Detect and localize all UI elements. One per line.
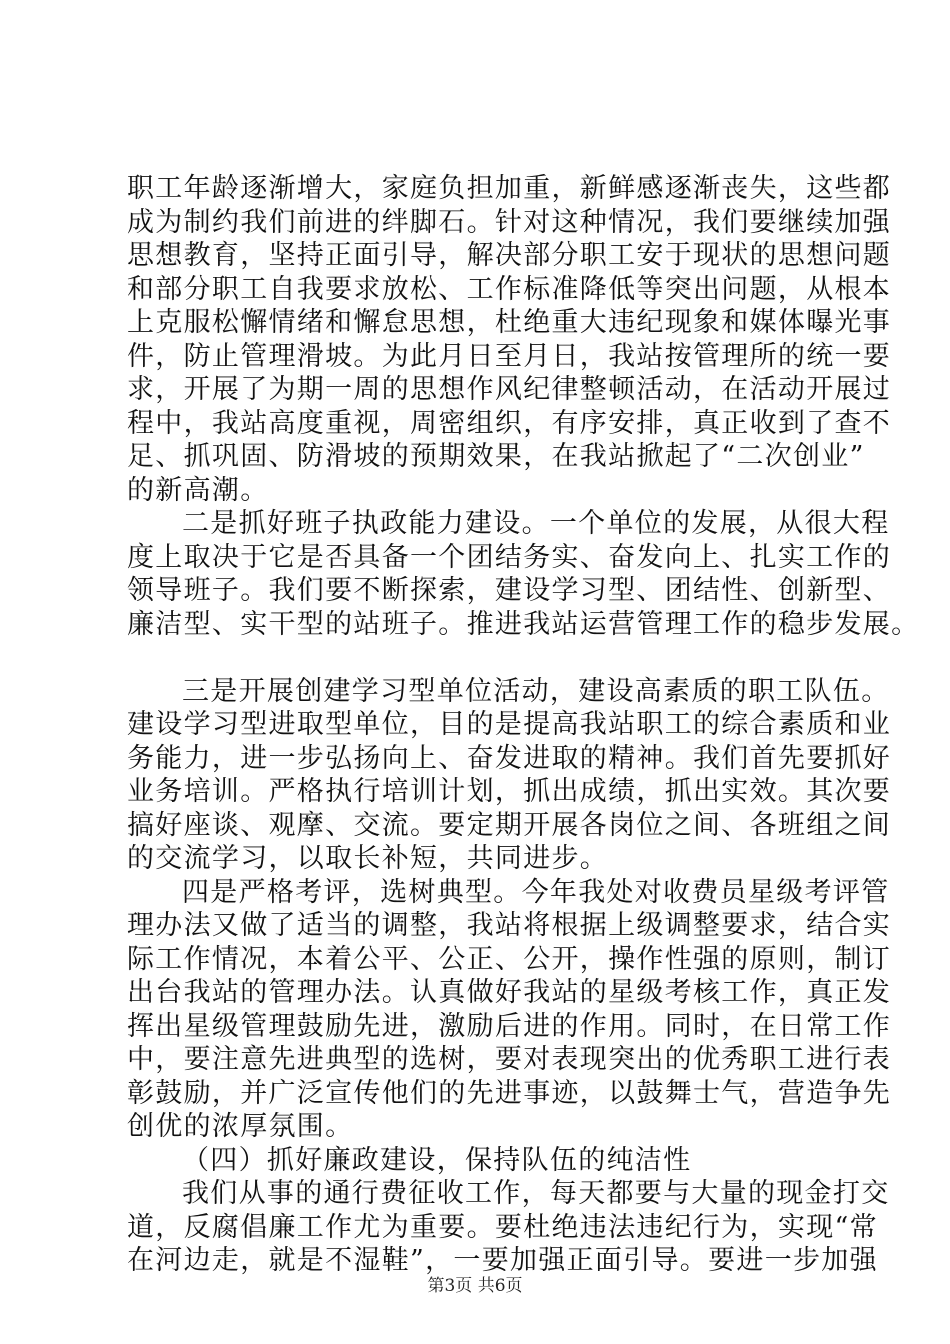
text-line: 的新高潮。: [127, 474, 269, 506]
text-line: 道，反腐倡廉工作尤为重要。要杜绝违法违纪行为，实现“常: [127, 1211, 878, 1243]
text-line: 思想教育，坚持正面引导，解决部分职工安于现状的思想问题: [127, 240, 892, 271]
text-line: 件，防止管理滑坡。为此月日至月日，我站按管理所的统一要: [127, 340, 892, 372]
text-line: 务能力，进一步弘扬向上、奋发进取的精神。我们首先要抓好: [127, 742, 892, 774]
text-line: 的交流学习，以取长补短，共同进步。: [127, 843, 609, 874]
text-line: 领导班子。我们要不断探索，建设学习型、团结性、创新型、: [127, 575, 892, 606]
text-line: 和部分职工自我要求放松、工作标准降低等突出问题，从根本: [127, 273, 892, 305]
section-heading: （四）抓好廉政建设，保持队伍的纯洁性: [182, 1144, 692, 1176]
paragraph-start-line: 三是开展创建学习型单位活动，建设高素质的职工队伍。: [182, 675, 890, 707]
text-line: 业务培训。严格执行培训计划，抓出成绩，抓出实效。其次要: [127, 776, 892, 807]
paragraph-start-line: 四是严格考评，选树典型。今年我处对收费员星级考评管: [182, 876, 890, 908]
text-line: 出台我站的管理办法。认真做好我站的星级考核工作，真正发: [127, 977, 892, 1008]
text-line: 理办法又做了适当的调整，我站将根据上级调整要求，结合实: [127, 910, 892, 941]
text-line: 上克服松懈情绪和懈怠思想，杜绝重大违纪现象和媒体曝光事: [127, 307, 892, 338]
page-footer: [0, 1271, 950, 1296]
text-line: 挥出星级管理鼓励先进，激励后进的作用。同时，在日常工作: [127, 1010, 892, 1042]
text-line: 程中，我站高度重视，周密组织，有序安排，真正收到了查不: [127, 407, 892, 439]
text-line: 际工作情况，本着公平、公正、公开，操作性强的原则，制订: [127, 943, 892, 975]
text-line: 成为制约我们前进的绊脚石。针对这种情况，我们要继续加强: [127, 206, 892, 238]
text-line: 在河边走，就是不湿鞋”，一要加强正面引导。要进一步加强: [127, 1245, 878, 1276]
document-body: [127, 172, 920, 1278]
paragraph-start-line: 我们从事的通行费征收工作，每天都要与大量的现金打交: [182, 1178, 890, 1209]
page-number: 第3页 共6页: [427, 1276, 523, 1296]
text-line: 中，要注意先进典型的选树，要对表现突出的优秀职工进行表: [127, 1044, 892, 1075]
text-line: 彰鼓励，并广泛宣传他们的先进事迹，以鼓舞士气，营造争先: [127, 1077, 892, 1109]
text-line: 廉洁型、实干型的站班子。推进我站运营管理工作的稳步发展。: [127, 608, 920, 640]
text-line: 足、抓巩固、防滑坡的预期效果，在我站掀起了“二次创业”: [127, 441, 865, 472]
paragraph-gap: [127, 641, 847, 675]
text-line: 建设学习型进取型单位，目的是提高我站职工的综合素质和业: [127, 709, 892, 740]
text-line: 度上取决于它是否具备一个团结务实、奋发向上、扎实工作的: [127, 541, 892, 573]
text-line: 创优的浓厚氛围。: [127, 1111, 354, 1142]
text-line: 职工年龄逐渐增大，家庭负担加重，新鲜感逐渐丧失，这些都: [127, 173, 892, 204]
text-line: 搞好座谈、观摩、交流。要定期开展各岗位之间、各班组之间: [127, 809, 892, 841]
text-line: 求，开展了为期一周的思想作风纪律整顿活动，在活动开展过: [127, 374, 892, 405]
paragraph-start-line: 二是抓好班子执政能力建设。一个单位的发展，从很大程: [182, 508, 890, 539]
